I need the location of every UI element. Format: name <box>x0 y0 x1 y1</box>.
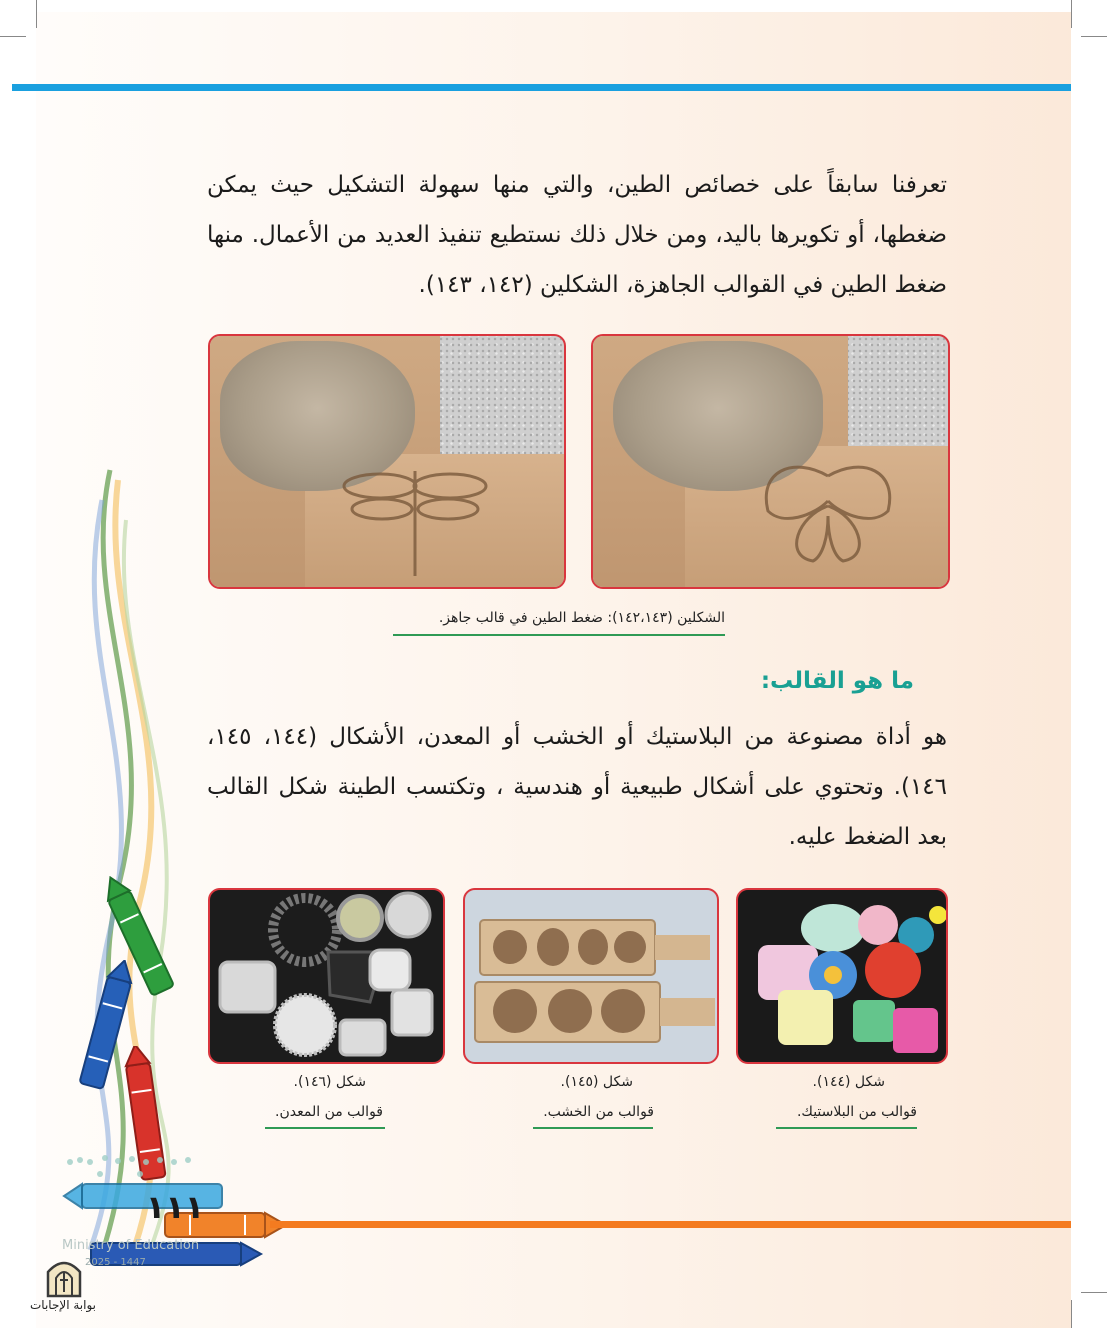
figure-142-143-caption: الشكلين (١٤٢،١٤٣): ضغط الطين في قالب جاهز. <box>438 610 725 626</box>
ministry-logo-icon <box>60 1152 200 1192</box>
crop-mark <box>1081 36 1107 37</box>
caption-underline <box>776 1127 917 1129</box>
caption-underline <box>265 1127 385 1129</box>
figure-146-title: قوالب من المعدن. <box>275 1104 383 1120</box>
figure-144-number: شكل (١٤٤). <box>812 1074 885 1090</box>
top-margin <box>0 0 1107 12</box>
plastic-molds-illustration <box>738 890 948 1064</box>
crop-mark <box>0 36 26 37</box>
photo-figure-144-plastic-molds <box>736 888 948 1064</box>
ministry-label: Ministry of Education <box>62 1238 200 1253</box>
caption-underline <box>393 634 725 636</box>
butterfly-shape-icon <box>753 456 903 576</box>
figure-145-title: قوالب من الخشب. <box>543 1104 654 1120</box>
crop-mark <box>1071 1300 1072 1328</box>
portal-logo-icon <box>42 1254 86 1298</box>
portal-label: بوابة الإجابات <box>30 1298 97 1312</box>
mold-paragraph: هو أداة مصنوعة من البلاستيك أو الخشب أو المعدن، الأشكال (١٤٤، ١٤٥، ١٤٦). وتحتوي على أشكال طبيعية أو هندسية ، وتكتسب الطينة شكل القالب بعد الضغط عليه. <box>207 724 948 850</box>
figure-146-number: شكل (١٤٦). <box>293 1074 366 1090</box>
intro-paragraph: تعرفنا سابقاً على خصائص الطين، والتي منها سهولة التشكيل حيث يمكن ضغطها، أو تكويرها باليد، ومن خلال ذلك نستطيع تنفيذ العديد من الأعمال. منها ضغط الطين في القوالب الجاهزة، الشكلين (١٤٢، ١٤٣). <box>207 172 947 298</box>
mold-heading: ما هو القالب: <box>760 668 914 694</box>
crop-mark <box>36 0 37 28</box>
figure-144-title: قوالب من البلاستيك. <box>796 1104 917 1120</box>
metal-molds-illustration <box>210 890 445 1064</box>
right-margin <box>1071 0 1107 1328</box>
left-margin <box>0 0 36 1328</box>
page-number: ١١١ <box>145 1188 205 1226</box>
top-rule <box>12 84 1071 91</box>
photo-figure-145-wood-molds <box>463 888 719 1064</box>
bottom-rule <box>270 1221 1071 1228</box>
ministry-year: 2025 - 1447 <box>85 1257 146 1268</box>
photo-figure-146-metal-molds <box>208 888 445 1064</box>
crop-mark <box>1081 1292 1107 1293</box>
photo-figure-142-dragonfly-mold <box>208 334 566 589</box>
figure-145-number: شكل (١٤٥). <box>560 1074 633 1090</box>
caption-underline <box>533 1127 653 1129</box>
dragonfly-shape-icon <box>340 461 490 581</box>
crop-mark <box>1071 0 1072 28</box>
photo-figure-143-butterfly-mold <box>591 334 950 589</box>
wood-molds-illustration <box>465 890 719 1064</box>
